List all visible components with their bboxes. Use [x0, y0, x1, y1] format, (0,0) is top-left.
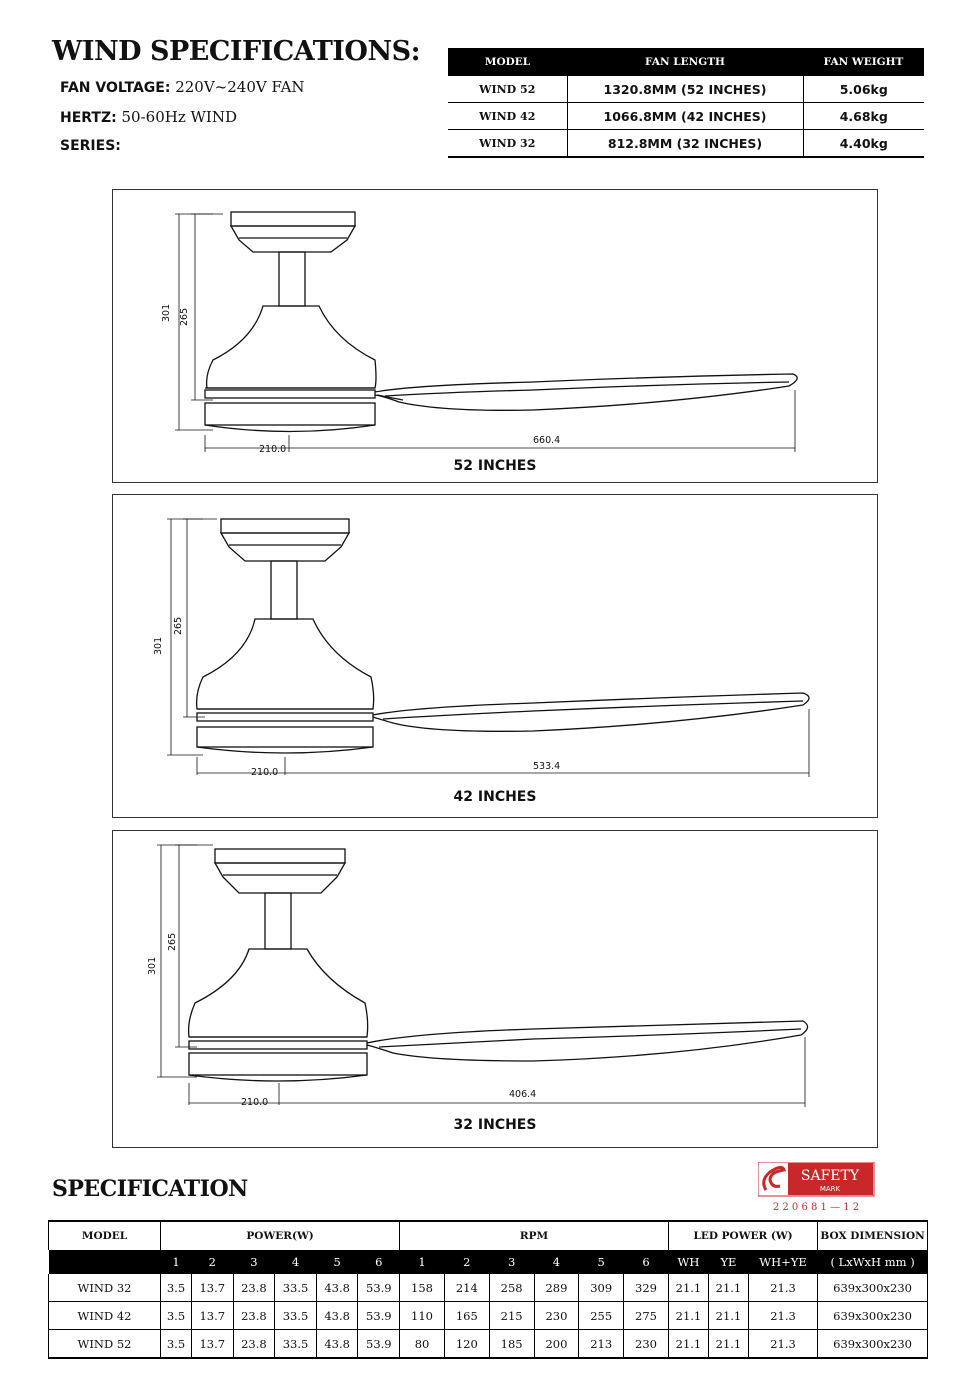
cell: 289 [534, 1274, 579, 1302]
led-type: YE [708, 1250, 748, 1274]
cell: 21.1 [668, 1330, 708, 1359]
cell: 110 [400, 1302, 445, 1330]
cell: 43.8 [316, 1330, 358, 1359]
led-type: WH [668, 1250, 708, 1274]
series-label: SERIES: [60, 138, 121, 154]
cell: 812.8MM (32 INCHES) [567, 130, 803, 158]
col-fan-weight: FAN WEIGHT [803, 48, 924, 76]
cell: 3.5 [161, 1330, 192, 1359]
power-level: 1 [161, 1250, 192, 1274]
table-row [49, 1330, 928, 1359]
power-level: 6 [358, 1250, 400, 1274]
safety-word: SAFETY [800, 1168, 860, 1184]
fan-drawing-32 [113, 831, 877, 1147]
cell: 158 [400, 1274, 445, 1302]
cell: 80 [400, 1330, 445, 1359]
table-row [49, 1274, 928, 1302]
col-model: MODEL [448, 48, 567, 76]
model-table [448, 48, 924, 158]
cell: 215 [489, 1302, 534, 1330]
cell: WIND 42 [49, 1302, 161, 1330]
safety-code: 2 2 0 6 8 1 — 1 2 [772, 1202, 860, 1213]
cell: 21.1 [668, 1274, 708, 1302]
cell: 309 [579, 1274, 624, 1302]
dim-265: 265 [173, 616, 184, 635]
power-level: 2 [191, 1250, 233, 1274]
cell: 21.1 [708, 1302, 748, 1330]
fan-drawing-52 [113, 190, 877, 482]
spec-header-row [49, 1221, 928, 1250]
rpm-level: 6 [624, 1250, 669, 1274]
cell: 13.7 [191, 1330, 233, 1359]
cell: 214 [444, 1274, 489, 1302]
cell: 120 [444, 1330, 489, 1359]
table-row [448, 130, 924, 158]
cell: 185 [489, 1330, 534, 1359]
cell: 230 [624, 1330, 669, 1359]
table-row [448, 76, 924, 103]
cell: 258 [489, 1274, 534, 1302]
hertz-label: HERTZ: [60, 110, 117, 126]
cell: 21.1 [708, 1330, 748, 1359]
dim-301: 301 [147, 956, 158, 975]
table-row [49, 1302, 928, 1330]
hertz-line [60, 108, 237, 126]
cell: 33.5 [275, 1302, 317, 1330]
diagram-label: 32 INCHES [453, 1117, 537, 1133]
cell: 13.7 [191, 1302, 233, 1330]
cell: 33.5 [275, 1330, 317, 1359]
cell: 639x300x230 [818, 1330, 928, 1359]
dim-265: 265 [179, 307, 190, 326]
model-table-header [448, 48, 924, 76]
cell: 639x300x230 [818, 1302, 928, 1330]
cell: 213 [579, 1330, 624, 1359]
col-led: LED POWER (W) [668, 1221, 817, 1250]
dim-blade: 660.4 [533, 435, 561, 446]
cell: 21.1 [708, 1274, 748, 1302]
cell: 13.7 [191, 1274, 233, 1302]
cell: 33.5 [275, 1274, 317, 1302]
diagram-42 [112, 494, 878, 818]
dim-301: 301 [153, 636, 164, 655]
dim-210: 210.0 [259, 444, 287, 455]
cell: 21.3 [748, 1302, 817, 1330]
cell: 255 [579, 1302, 624, 1330]
cell: 329 [624, 1274, 669, 1302]
spec-subheader-row [49, 1250, 928, 1274]
hertz-value: 50-60Hz WIND [121, 108, 238, 126]
dim-265: 265 [167, 932, 178, 951]
fan-drawing-42 [113, 495, 877, 817]
table-row [448, 103, 924, 130]
diagram-label: 52 INCHES [453, 458, 537, 474]
col-box: BOX DIMENSION [818, 1221, 928, 1250]
cell: 23.8 [233, 1330, 275, 1359]
cell: 4.40kg [803, 130, 924, 158]
cell: 3.5 [161, 1302, 192, 1330]
series-line [60, 136, 121, 154]
voltage-label: FAN VOLTAGE: [60, 80, 171, 96]
dim-210: 210.0 [251, 767, 279, 778]
spec-table [48, 1220, 928, 1359]
dim-210: 210.0 [241, 1097, 269, 1108]
col-rpm: RPM [400, 1221, 669, 1250]
dim-301: 301 [161, 303, 172, 322]
voltage-value: 220V~240V FAN [175, 78, 305, 96]
power-level: 5 [316, 1250, 358, 1274]
rpm-level: 4 [534, 1250, 579, 1274]
cell: WIND 52 [448, 76, 567, 103]
diagram-52 [112, 189, 878, 483]
cell: 1320.8MM (52 INCHES) [567, 76, 803, 103]
cell: 53.9 [358, 1274, 400, 1302]
rpm-level: 5 [579, 1250, 624, 1274]
cell: 3.5 [161, 1274, 192, 1302]
diagram-label: 42 INCHES [453, 789, 537, 805]
power-level: 3 [233, 1250, 275, 1274]
cell: 53.9 [358, 1302, 400, 1330]
cell: 21.3 [748, 1274, 817, 1302]
cell: WIND 32 [49, 1274, 161, 1302]
cell: 23.8 [233, 1274, 275, 1302]
col-fan-length: FAN LENGTH [567, 48, 803, 76]
cell: WIND 32 [448, 130, 567, 158]
dim-blade: 406.4 [509, 1089, 537, 1100]
voltage-line [60, 78, 305, 96]
cell: 275 [624, 1302, 669, 1330]
cell: 639x300x230 [818, 1274, 928, 1302]
power-level: 4 [275, 1250, 317, 1274]
rpm-level: 3 [489, 1250, 534, 1274]
rpm-level: 2 [444, 1250, 489, 1274]
rpm-level: 1 [400, 1250, 445, 1274]
cell: 5.06kg [803, 76, 924, 103]
cell: 43.8 [316, 1302, 358, 1330]
cell: 43.8 [316, 1274, 358, 1302]
safety-sub: MARK [819, 1185, 841, 1193]
safety-mark-logo [758, 1162, 878, 1222]
cell: WIND 52 [49, 1330, 161, 1359]
spec-title: SPECIFICATION [52, 1176, 248, 1202]
col-model: MODEL [49, 1221, 161, 1250]
led-type: WH+YE [748, 1250, 817, 1274]
cell: 21.1 [668, 1302, 708, 1330]
dim-blade: 533.4 [533, 761, 561, 772]
col-power: POWER(W) [161, 1221, 400, 1250]
cell: 4.68kg [803, 103, 924, 130]
cell: WIND 42 [448, 103, 567, 130]
cell: 165 [444, 1302, 489, 1330]
cell: 230 [534, 1302, 579, 1330]
cell: 21.3 [748, 1330, 817, 1359]
box-unit: ( LxWxH mm ) [818, 1250, 928, 1274]
page-title: WIND SPECIFICATIONS: [52, 36, 421, 67]
cell: 1066.8MM (42 INCHES) [567, 103, 803, 130]
cell: 23.8 [233, 1302, 275, 1330]
cell: 53.9 [358, 1330, 400, 1359]
cell: 200 [534, 1330, 579, 1359]
diagram-32 [112, 830, 878, 1148]
